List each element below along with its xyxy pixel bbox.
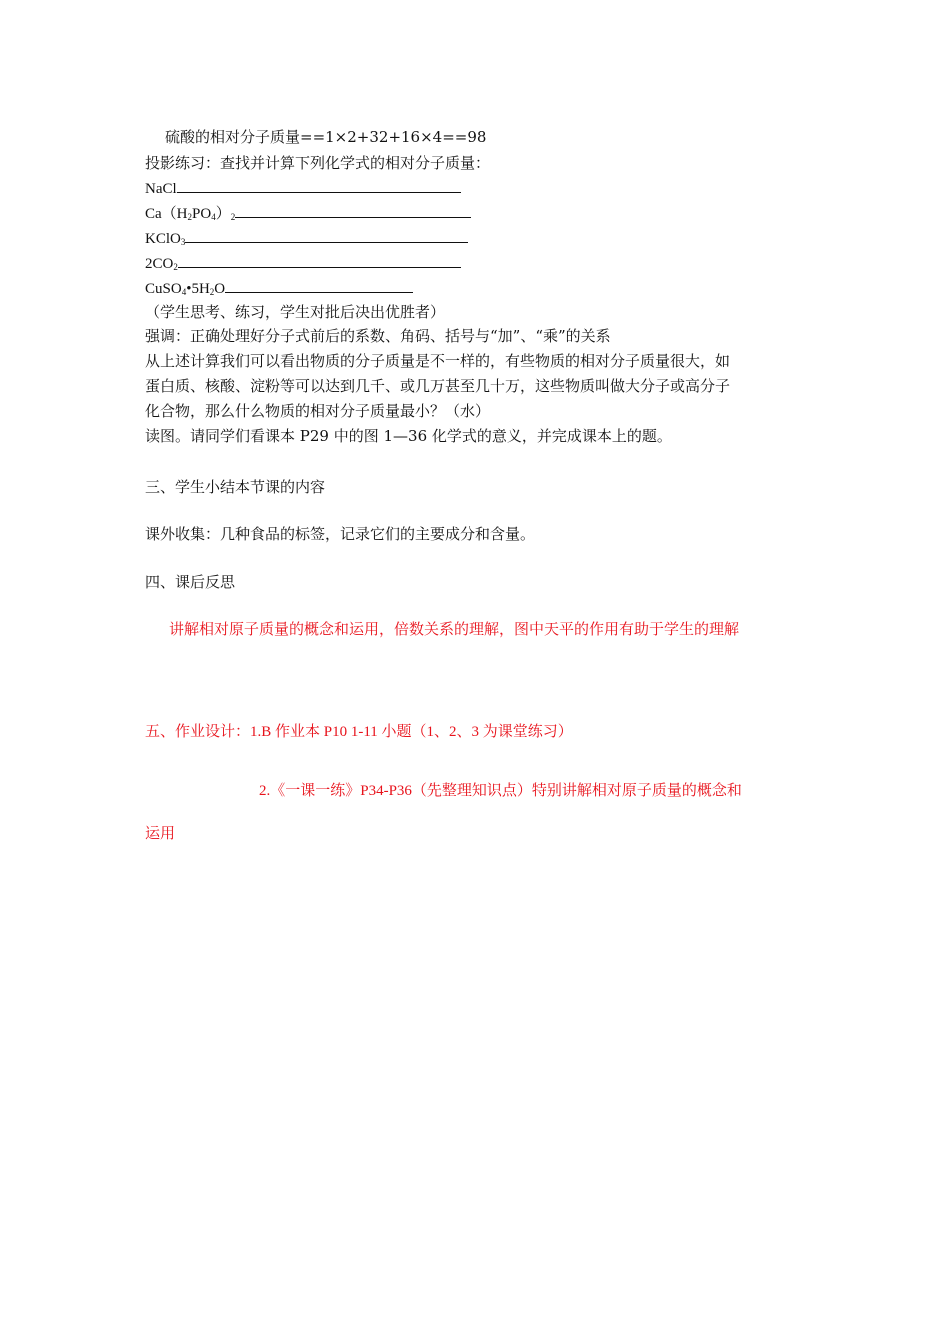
exercise-title: 投影练习：查找并计算下列化学式的相对分子质量： (145, 154, 491, 172)
answer-blank (178, 253, 461, 268)
reflection-text: 讲解相对原子质量的概念和运用，倍数关系的理解，图中天平的作用有助于学生的理解 (169, 620, 740, 638)
formula-ca-h2po4: $Ca(H_2PO_4)_2$ (145, 203, 471, 224)
section-4-heading: 四、课后反思 (145, 573, 236, 591)
formula-nacl: NaCl (145, 178, 461, 199)
outside-collection: 课外收集：几种食品的标签，记录它们的主要成分和含量。 (145, 525, 536, 543)
answer-blank (185, 228, 468, 243)
section-3-heading: 三、学生小结本节课的内容 (145, 478, 326, 496)
paragraph-line-3: 化合物，那么什么物质的相对分子质量最小？（水） (145, 402, 491, 420)
homework-item-2: 2.《一课一练》P34-P36（先整理知识点）特别讲解相对原子质量的概念和 (259, 783, 742, 799)
answer-blank (225, 278, 413, 293)
formula-kclo3: KClO$_3$ (145, 228, 468, 249)
read-figure-line: 读图。请同学们看课本 P29 中的图 1—36 化学式的意义，并完成课本上的题。 (145, 427, 672, 445)
emphasis-line: 强调：正确处理好分子式前后的系数、角码、括号与“加”、“乘”的关系 (145, 327, 611, 345)
homework-item-2-continued: 运用 (145, 824, 176, 842)
section-5-homework: 五、作业设计：1.B 作业本 P10 1-11 小题（1、2、3 为课堂练习） (145, 724, 573, 740)
formula-cuso4-5h2o: $CuSO_4•5H_2O$ (145, 278, 413, 299)
paragraph-line-2: 蛋白质、核酸、淀粉等可以达到几千、或几万甚至几十万，这些物质叫做大分子或高分子 (145, 377, 731, 395)
sulfuric-acid-calculation: 硫酸的相对分子质量==1×2+32+16×4==98 (165, 128, 487, 146)
paragraph-line-1: 从上述计算我们可以看出物质的分子质量是不一样的，有些物质的相对分子质量很大，如 (145, 352, 731, 370)
answer-blank (177, 178, 461, 193)
formula-2co2: $2CO_2$ (145, 253, 461, 274)
answer-blank (235, 203, 471, 218)
students-note: （学生思考、练习，学生对批后决出优胜者） (145, 303, 446, 321)
